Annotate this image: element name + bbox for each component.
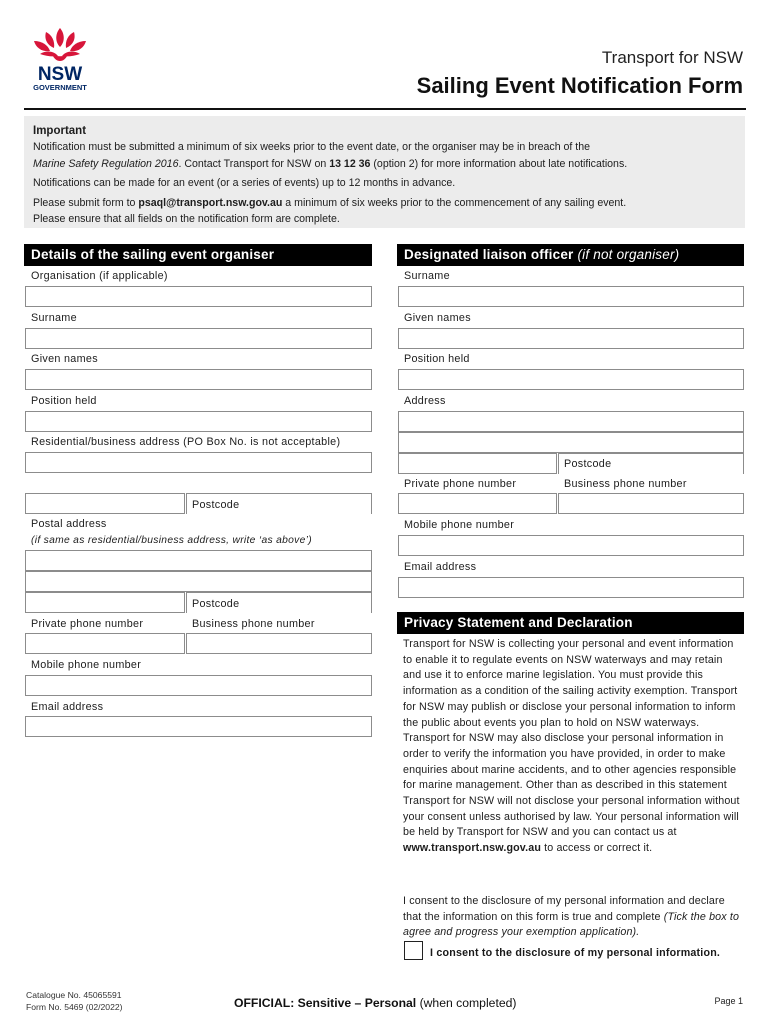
organiser-mobile-label: Mobile phone number	[31, 659, 142, 671]
organiser-email-input[interactable]	[25, 716, 372, 737]
residential-address-line-2[interactable]	[25, 493, 185, 514]
organiser-given-names-label: Given names	[31, 353, 98, 365]
organiser-mobile-input[interactable]	[25, 675, 372, 696]
privacy-statement: Transport for NSW is collecting your personal and event information to enable it to regulate events on NSW waterways and may retain and use it to enforce marine legislation. You must provide this information as a condition of the sailing activity exemption. Transport for NSW may publish or disclose your personal information to inform the public about events you plan to hold on NSW waterways. Transport for NSW may also disclose your personal information in order to verify the information you have provided, in order to make enquiries about marine accidents, and to other agencies responsible for marine management. Other than as described in this statement Transport for NSW will not disclose your personal information without your consent unless authorised by law. Your personal information will be held by Transport for NSW and you can contact us at www.transport.nsw.gov.au to access or correct it.	[403, 638, 740, 855]
liaison-position-label: Position held	[404, 353, 470, 365]
important-heading: Important	[33, 125, 87, 137]
residential-address-label: Residential/business address (PO Box No. is not acceptable)	[31, 436, 341, 448]
consent-checkbox[interactable]	[404, 941, 423, 960]
postal-address-line-3[interactable]	[25, 592, 185, 613]
submission-email-link[interactable]: psaql@transport.nsw.gov.au	[138, 196, 283, 209]
organiser-position-label: Position held	[31, 395, 97, 407]
important-line-4: Please submit form to psaql@transport.nsw.gov.au a minimum of six weeks prior to the commencement of any sailing event.	[33, 196, 627, 209]
postal-address-note: (if same as residential/business address, write ‘as above’)	[31, 535, 312, 546]
footer-catalogue	[26, 990, 123, 1013]
organiser-business-phone-label: Business phone number	[192, 618, 315, 630]
liaison-email-label: Email address	[404, 561, 477, 573]
organisation-label: Organisation (if applicable)	[31, 270, 168, 282]
postal-postcode-label: Postcode	[192, 598, 240, 610]
liaison-given-names-input[interactable]	[398, 328, 744, 349]
liaison-address-line-2[interactable]	[398, 432, 744, 453]
organisation-name: Transport for NSW	[601, 48, 743, 67]
waratah-icon	[34, 28, 86, 61]
form-number: Form No. 5469 (02/2022)	[26, 1001, 123, 1012]
important-line-1: Notification must be submitted a minimum of six weeks prior to the event date, or the organiser may be in breach of the	[33, 141, 591, 153]
liaison-mobile-input[interactable]	[398, 535, 744, 556]
liaison-business-phone-input[interactable]	[558, 493, 744, 514]
liaison-address-line-1[interactable]	[398, 411, 744, 432]
consent-checkbox-label: I consent to the disclosure of my personal information.	[430, 947, 721, 959]
organiser-position-input[interactable]	[25, 411, 372, 432]
liaison-section-header: Designated liaison officer (if not organiser)	[397, 244, 744, 266]
organiser-surname-label: Surname	[31, 312, 77, 324]
liaison-address-line-3[interactable]	[398, 453, 557, 474]
postal-address-label: Postal address	[31, 518, 107, 530]
catalogue-number: Catalogue No. 45065591	[26, 990, 122, 1000]
nsw-government-logo	[24, 24, 96, 96]
liaison-position-input[interactable]	[398, 369, 744, 390]
liaison-mobile-label: Mobile phone number	[404, 519, 515, 531]
liaison-surname-input[interactable]	[398, 286, 744, 307]
postal-address-line-2[interactable]	[25, 571, 372, 592]
liaison-private-phone-label: Private phone number	[404, 478, 517, 490]
important-line-3: Notifications can be made for an event (or a series of events) up to 12 months in advance.	[33, 177, 456, 189]
important-line-5: Please ensure that all fields on the notification form are complete.	[33, 213, 340, 225]
important-notice	[24, 116, 745, 228]
important-line-2: Marine Safety Regulation 2016. Contact Transport for NSW on 13 12 36 (option 2) for more information about late notifications.	[33, 157, 628, 170]
page-number: Page 1	[714, 996, 743, 1006]
classification-marking: OFFICIAL: Sensitive – Personal (when completed)	[234, 996, 517, 1010]
liaison-given-names-label: Given names	[404, 312, 471, 324]
residential-postcode-label: Postcode	[192, 499, 240, 511]
liaison-email-input[interactable]	[398, 577, 744, 598]
page-title: Sailing Event Notification Form	[416, 73, 743, 98]
transport-website-link[interactable]: www.transport.nsw.gov.au	[403, 842, 541, 855]
consent-declaration: I consent to the disclosure of my personal information and declare that the information on this form is true and complete (Tick the box to agree and progress your exemption application).	[403, 895, 740, 939]
residential-address-line-1[interactable]	[25, 452, 372, 473]
organiser-private-phone-input[interactable]	[25, 633, 185, 654]
liaison-surname-label: Surname	[404, 270, 450, 282]
liaison-business-phone-label: Business phone number	[564, 478, 687, 490]
organiser-email-label: Email address	[31, 701, 104, 713]
organiser-section-header: Details of the sailing event organiser	[24, 244, 372, 266]
liaison-private-phone-input[interactable]	[398, 493, 557, 514]
organiser-business-phone-input[interactable]	[186, 633, 372, 654]
organiser-surname-input[interactable]	[25, 328, 372, 349]
postal-address-line-1[interactable]	[25, 550, 372, 571]
consent-note: (Tick the box to agree and progress your exemption application).	[403, 910, 740, 939]
logo-text: NSW	[37, 64, 83, 85]
phone-number: 13 12 36	[329, 157, 371, 170]
organisation-input[interactable]	[25, 286, 372, 307]
logo-subtext: GOVERNMENT	[33, 83, 87, 92]
liaison-postcode-label: Postcode	[564, 458, 612, 470]
organiser-private-phone-label: Private phone number	[31, 618, 144, 630]
header-divider	[24, 108, 746, 110]
privacy-section-header: Privacy Statement and Declaration	[397, 612, 744, 634]
organiser-given-names-input[interactable]	[25, 369, 372, 390]
liaison-address-label: Address	[404, 395, 446, 407]
